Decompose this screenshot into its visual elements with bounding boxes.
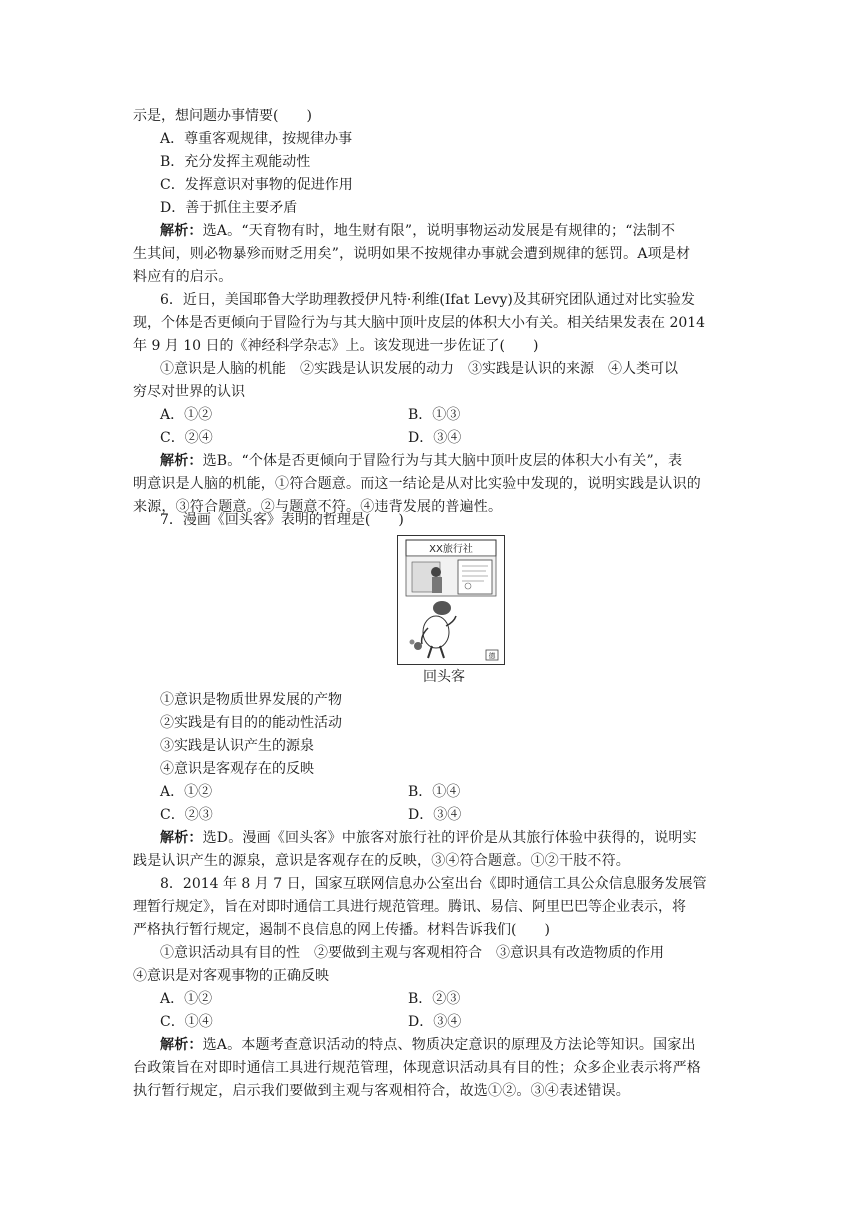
cartoon-illustration bbox=[398, 536, 504, 664]
stamp-mark: 德 bbox=[488, 652, 496, 660]
explanation-label: 解析： bbox=[160, 1037, 203, 1053]
q5-option-c: C．发挥意识对事物的促进作用 bbox=[160, 177, 353, 193]
explanation-text: 选A。“天育物有时，地生财有限”，说明事物运动发展是有规律的；“法制不 bbox=[202, 223, 676, 239]
q8-stem-line-3: 严格执行暂行规定，遏制不良信息的网上传播。材料告诉我们( ) bbox=[133, 922, 550, 938]
q8-explanation-line-2: 台政策旨在对即时通信工具进行规范管理，体现意识活动具有目的性；众多企业表示将严格 bbox=[133, 1060, 701, 1076]
q7-statement-1: ①意识是物质世界发展的产物 bbox=[160, 692, 342, 708]
figure-caption: 回头客 bbox=[423, 669, 465, 685]
q6-stem-line-3: 年 9 月 10 日的《神经科学杂志》上。该发现进一步佐证了( ) bbox=[133, 338, 539, 354]
sign-text: XX旅行社 bbox=[429, 544, 473, 555]
q5-explanation-line-1 bbox=[160, 221, 675, 241]
cartoon-figure bbox=[397, 535, 505, 665]
q6-statements-line-2: 穷尽对世界的认识 bbox=[133, 384, 245, 400]
explanation-label: 解析： bbox=[160, 223, 203, 239]
q7-option-a: A．①② bbox=[160, 784, 213, 800]
q8-option-c: C．①④ bbox=[160, 1014, 213, 1030]
q8-stem-line-2: 理暂行规定》，旨在对即时通信工具进行规范管理。腾讯、易信、阿里巴巴等企业表示，将 bbox=[133, 899, 686, 915]
q7-option-d: D．③④ bbox=[408, 807, 462, 823]
explanation-text: 选D。漫画《回头客》中旅客对旅行社的评价是从其旅行体验中获得的，说明实 bbox=[202, 830, 697, 846]
q8-stem-line-1: 8．2014 年 8 月 7 日，国家互联网信息办公室出台《即时通信工具公众信息服务发展管 bbox=[160, 876, 707, 892]
q7-explanation-line-2: 践是认识产生的源泉，意识是客观存在的反映，③④符合题意。①②干肢不符。 bbox=[133, 853, 630, 869]
q6-option-c: C．②④ bbox=[160, 430, 213, 446]
q8-statements-line-2: ④意识是对客观事物的正确反映 bbox=[133, 968, 329, 984]
q8-statements-line-1: ①意识活动具有目的性 ②要做到主观与客观相符合 ③意识具有改造物质的作用 bbox=[160, 945, 664, 961]
q8-explanation-line-3: 执行暂行规定，启示我们要做到主观与客观相符合，故选①②。③④表述错误。 bbox=[133, 1083, 630, 1099]
q5-explanation-line-3: 料应有的启示。 bbox=[133, 269, 233, 285]
q7-option-c: C．②③ bbox=[160, 807, 213, 823]
q7-statement-4: ④意识是客观存在的反映 bbox=[160, 761, 314, 777]
explanation-text: 选A。本题考查意识活动的特点、物质决定意识的原理及方法论等知识。国家出 bbox=[202, 1037, 696, 1053]
q8-option-a: A．①② bbox=[160, 991, 213, 1007]
q8-option-d: D．③④ bbox=[408, 1014, 462, 1030]
q6-explanation-line-3: 来源，③符合题意。②与题意不符。④违背发展的普遍性。 bbox=[133, 499, 503, 515]
q6-stem-line-1: 6．近日，美国耶鲁大学助理教授伊凡特·利维(Ifat Levy)及其研究团队通过对比实验发 bbox=[160, 292, 695, 308]
q7-statement-3: ③实践是认识产生的源泉 bbox=[160, 738, 314, 754]
q6-explanation-line-2: 明意识是人脑的机能，①符合题意。而这一结论是从对比实验中发现的，说明实践是认识的 bbox=[133, 476, 701, 492]
q6-stem-line-2: 现，个体是否更倾向于冒险行为与其大脑中顶叶皮层的体积大小有关。相关结果发表在 2014 bbox=[133, 315, 706, 331]
q5-option-b: B．充分发挥主观能动性 bbox=[160, 154, 311, 170]
explanation-label: 解析： bbox=[160, 453, 203, 469]
q6-option-d: D．③④ bbox=[408, 430, 462, 446]
q5-stem-tail: 示是，想问题办事情要( ) bbox=[133, 108, 312, 124]
q7-explanation-line-1 bbox=[160, 828, 697, 848]
q7-stem: 7．漫画《回头客》表明的哲理是( ) bbox=[160, 512, 404, 528]
q5-option-d: D．善于抓住主要矛盾 bbox=[160, 200, 298, 216]
q6-statements-line-1: ①意识是人脑的机能 ②实践是认识发展的动力 ③实践是认识的来源 ④人类可以 bbox=[160, 361, 678, 377]
q6-option-b: B．①③ bbox=[408, 407, 461, 423]
q5-option-a: A．尊重客观规律，按规律办事 bbox=[160, 131, 353, 147]
q7-option-b: B．①④ bbox=[408, 784, 461, 800]
q8-option-b: B．②③ bbox=[408, 991, 461, 1007]
q6-option-a: A．①② bbox=[160, 407, 213, 423]
explanation-label: 解析： bbox=[160, 830, 203, 846]
q8-explanation-line-1 bbox=[160, 1035, 696, 1055]
q6-explanation-line-1 bbox=[160, 451, 682, 471]
q5-explanation-line-2: 生其间，则必物暴殄而财乏用矣”，说明如果不按规律办事就会遭到规律的惩罚。A项是材 bbox=[133, 246, 691, 262]
explanation-text: 选B。“个体是否更倾向于冒险行为与其大脑中顶叶皮层的体积大小有关”，表 bbox=[202, 453, 683, 469]
q7-statement-2: ②实践是有目的的能动性活动 bbox=[160, 715, 342, 731]
